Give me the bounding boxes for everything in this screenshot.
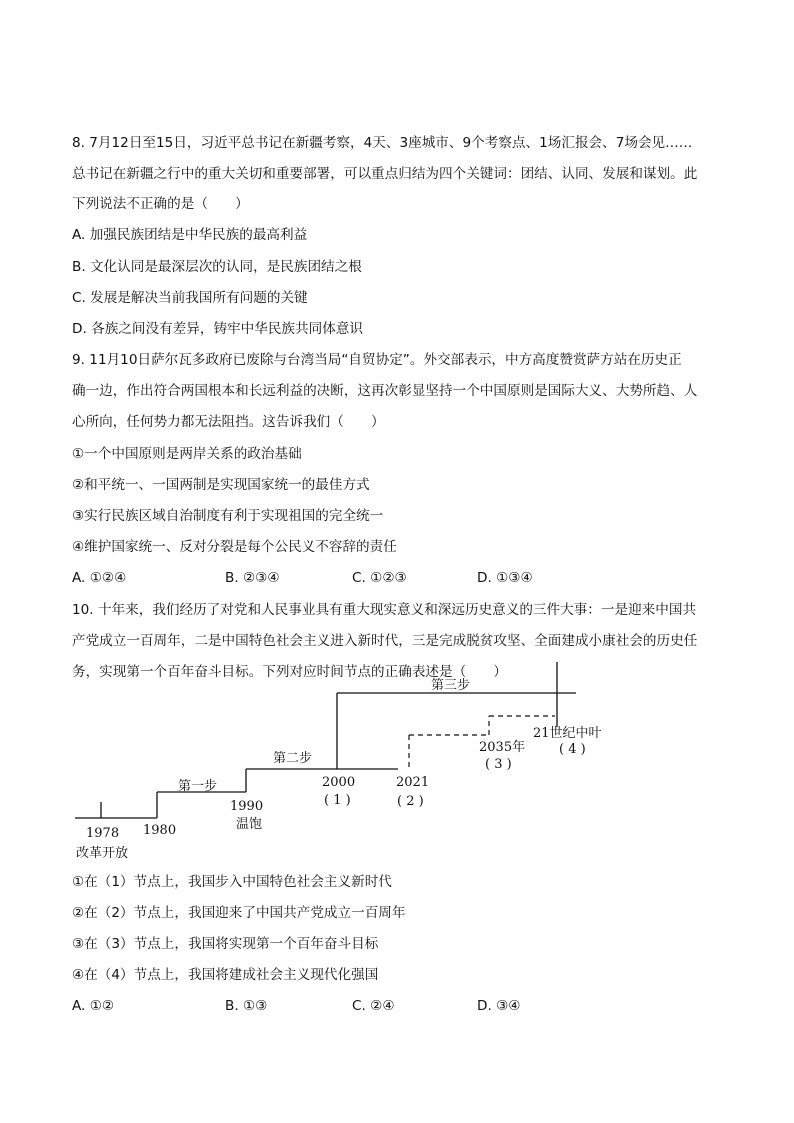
label-node-2: ( 2 ) <box>397 794 424 809</box>
q9-statement-1: ①一个中国原则是两岸关系的政治基础 <box>72 446 302 462</box>
q10-choice-d: D. ③④ <box>477 998 521 1014</box>
q10-stem-line-1: 10. 十年来，我们经历了对党和人民事业具有重大现实意义和深远历史意义的三件大事：一是迎来中国共 <box>72 602 697 618</box>
q10-choice-b: B. ①③ <box>225 998 268 1014</box>
q9-stem-line-2: 确一边，作出符合两国根本和长远利益的决断，这再次彰显坚持一个中国原则是国际大义、大势所趋、人 <box>72 383 698 399</box>
q8-option-a: A. 加强民族团结是中华民族的最高利益 <box>72 227 308 243</box>
label-step3: 第三步 <box>431 678 471 693</box>
q9-stem-line-1: 9. 11月10日萨尔瓦多政府已废除与台湾当局“自贸协定”。外交部表示，中方高度赞赏萨方站在历史正 <box>72 352 682 368</box>
q10-choice-a: A. ①② <box>72 998 115 1014</box>
q8-stem-line-1: 8. 7月12日至15日，习近平总书记在新疆考察，4天、3座城市、9个考察点、1场汇报会、7场会见…… <box>72 135 693 151</box>
q9-choice-b: B. ②③④ <box>225 570 280 586</box>
q9-choice-d: D. ①③④ <box>477 570 533 586</box>
label-2035: 2035年 <box>479 740 526 755</box>
q8-stem-line-3: 下列说法不正确的是（ ） <box>72 196 249 212</box>
q8-option-c: C. 发展是解决当前我国所有问题的关键 <box>72 290 308 306</box>
q10-statement-4: ④在（4）节点上，我国将建成社会主义现代化强国 <box>72 967 379 983</box>
label-2021: 2021 <box>396 775 430 790</box>
q8-option-b: B. 文化认同是最深层次的认同，是民族团结之根 <box>72 259 362 275</box>
q9-stem-line-3: 心所向，任何势力都无法阻挡。这告诉我们（ ） <box>72 414 385 430</box>
label-node-4: ( 4 ) <box>559 742 586 757</box>
q10-choice-c: C. ②④ <box>352 998 395 1014</box>
label-step2: 第二步 <box>273 751 313 766</box>
label-1978: 1978 <box>86 826 120 841</box>
label-mid21: 21世纪中叶 <box>533 726 602 741</box>
label-2000: 2000 <box>322 775 356 790</box>
label-wenbao: 温饱 <box>236 817 263 832</box>
q10-stem-line-2: 产党成立一百周年，二是中国特色社会主义进入新时代，三是完成脱贫攻坚、全面建成小康社会的历史任 <box>72 633 698 649</box>
q9-choice-c: C. ①②③ <box>352 570 407 586</box>
label-1980: 1980 <box>143 823 177 838</box>
q10-stem-line-3: 务，实现第一个百年奋斗目标。下列对应时间节点的正确表述是（ ） <box>72 664 507 680</box>
q8-stem-line-2: 总书记在新疆之行中的重大关切和重要部署，可以重点归结为四个关键词：团结、认同、发展和谋划。此 <box>72 166 698 182</box>
label-1990: 1990 <box>230 799 264 814</box>
label-step1: 第一步 <box>178 779 218 794</box>
label-node-3: ( 3 ) <box>485 757 512 772</box>
q9-statement-2: ②和平统一、一国两制是实现国家统一的最佳方式 <box>72 477 370 493</box>
label-reform: 改革开放 <box>76 846 129 861</box>
q9-choice-a: A. ①②④ <box>72 570 127 586</box>
label-node-1: ( 1 ) <box>324 793 351 808</box>
q8-option-d: D. 各族之间没有差异，铸牢中华民族共同体意识 <box>72 321 363 337</box>
q10-statement-3: ③在（3）节点上，我国将实现第一个百年奋斗目标 <box>72 936 379 952</box>
q9-statement-4: ④维护国家统一、反对分裂是每个公民义不容辞的责任 <box>72 539 397 555</box>
q9-statement-3: ③实行民族区域自治制度有利于实现祖国的完全统一 <box>72 508 384 524</box>
q10-statement-2: ②在（2）节点上，我国迎来了中国共产党成立一百周年 <box>72 905 406 921</box>
q10-statement-1: ①在（1）节点上，我国步入中国特色社会主义新时代 <box>72 874 392 890</box>
